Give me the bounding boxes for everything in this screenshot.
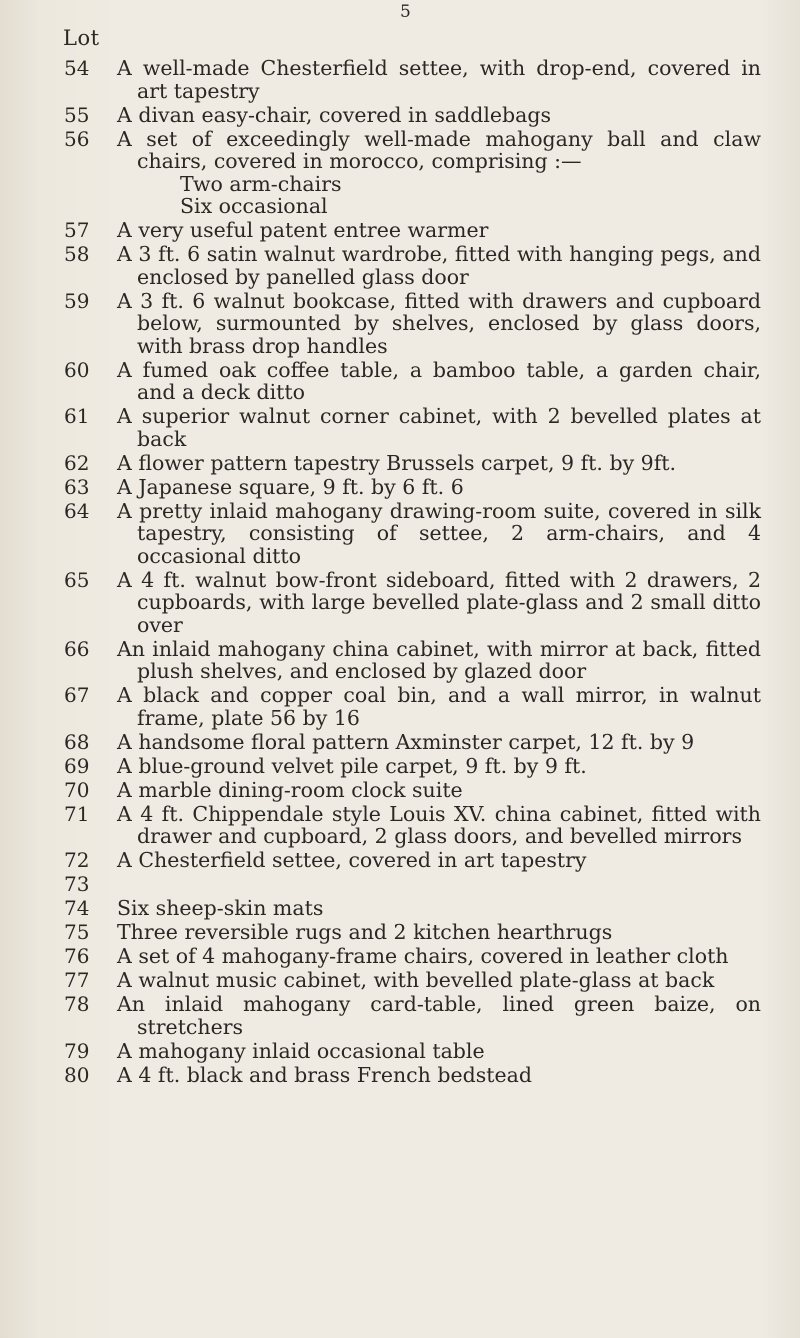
lot-number: 65 xyxy=(64,567,90,592)
lot-number: 68 xyxy=(64,729,90,754)
lot-entry xyxy=(0,569,800,637)
lot-entry xyxy=(0,638,800,683)
lot-subline: Two arm-chairs xyxy=(180,171,342,196)
page-number: 5 xyxy=(400,2,411,22)
lot-number: 76 xyxy=(64,944,90,968)
lot-entry xyxy=(0,755,800,778)
lot-entry xyxy=(0,290,800,358)
lot-description: A 4 ft. walnut bow-front sideboard, fitted with 2 drawers, 2 cupboards, with large bevelled plate-glass and 2 small ditto over xyxy=(117,567,761,637)
lot-entry xyxy=(0,452,800,475)
lot-entry xyxy=(0,1040,800,1063)
lot-description: A walnut music cabinet, with bevelled plate-glass at back xyxy=(117,968,715,992)
lot-description: A set of exceedingly well-made mahogany ball and claw chairs, covered in morocco, comprising :— xyxy=(117,126,761,173)
lot-entry xyxy=(0,1064,800,1087)
lot-number: 69 xyxy=(64,753,90,778)
lot-entry xyxy=(0,849,800,872)
lot-number: 72 xyxy=(64,848,90,872)
lot-entry xyxy=(0,359,800,404)
lot-number: 75 xyxy=(64,920,90,944)
lot-description: A well-made Chesterfield settee, with drop-end, covered in art tapestry xyxy=(117,56,761,103)
lot-number: 74 xyxy=(64,896,90,920)
lot-description: A marble dining-room clock suite xyxy=(117,777,463,802)
lot-description: An inlaid mahogany china cabinet, with mirror at back, fitted plush shelves, and enclosed by glazed door xyxy=(117,636,761,683)
lot-number: 59 xyxy=(64,288,90,313)
lot-entry xyxy=(0,104,800,127)
lot-entry xyxy=(0,500,800,568)
lot-description xyxy=(117,873,761,896)
lot-number: 61 xyxy=(64,404,90,428)
lot-description: A fumed oak coffee table, a bamboo table, a garden chair, and a deck ditto xyxy=(117,357,761,404)
lot-subline: Six occasional xyxy=(180,194,328,218)
lot-description: A set of 4 mahogany-frame chairs, covered in leather cloth xyxy=(117,944,729,968)
lot-entry xyxy=(0,57,800,102)
lot-description: A divan easy-chair, covered in saddlebags xyxy=(117,102,551,127)
lot-number: 67 xyxy=(64,683,90,707)
lot-number: 77 xyxy=(64,968,90,992)
lot-description: A superior walnut corner cabinet, with 2 bevelled plates at back xyxy=(117,404,761,451)
lot-entry xyxy=(0,779,800,802)
lot-description: A flower pattern tapestry Brussels carpet, 9 ft. by 9ft. xyxy=(117,450,677,475)
lot-number: 55 xyxy=(64,102,90,127)
lot-number: 78 xyxy=(64,992,90,1016)
lot-description: A blue-ground velvet pile carpet, 9 ft. by 9 ft. xyxy=(117,753,587,778)
lot-entry xyxy=(0,731,800,754)
lot-entry xyxy=(0,405,800,450)
lot-entry xyxy=(0,476,800,499)
lot-number: 79 xyxy=(64,1038,90,1063)
lot-entry xyxy=(0,803,800,848)
lot-number: 54 xyxy=(64,56,90,80)
lot-number: 62 xyxy=(64,450,90,475)
lot-description: A black and copper coal bin, and a wall mirror, in walnut frame, plate 56 by 16 xyxy=(117,683,761,730)
lot-entry xyxy=(0,243,800,288)
lot-entry xyxy=(0,993,800,1038)
lot-description: A Japanese square, 9 ft. by 6 ft. 6 xyxy=(117,474,464,499)
lot-description: A handsome floral pattern Axminster carpet, 12 ft. by 9 xyxy=(117,729,695,754)
lot-entry xyxy=(0,897,800,920)
lot-entry xyxy=(0,921,800,944)
lot-description: A 4 ft. Chippendale style Louis XV. china cabinet, fitted with drawer and cupboard, 2 glass doors, and bevelled mirrors xyxy=(117,801,761,848)
lot-list xyxy=(0,57,800,1088)
lot-column-header: Lot xyxy=(63,26,100,50)
lot-description: An inlaid mahogany card-table, lined green baize, on stretchers xyxy=(117,992,761,1039)
lot-number: 66 xyxy=(64,636,90,661)
lot-description: A Chesterfield settee, covered in art tapestry xyxy=(117,848,587,872)
lot-entry xyxy=(0,219,800,242)
lot-entry xyxy=(0,684,800,729)
lot-entry xyxy=(0,128,800,218)
lot-description: Six sheep-skin mats xyxy=(117,896,324,920)
lot-entry xyxy=(0,969,800,992)
lot-entry xyxy=(0,873,800,896)
lot-description: A mahogany inlaid occasional table xyxy=(117,1038,485,1063)
lot-description: A very useful patent entree warmer xyxy=(117,218,489,242)
lot-number: 80 xyxy=(64,1062,90,1087)
lot-description: A 4 ft. black and brass French bedstead xyxy=(117,1062,532,1087)
lot-number: 71 xyxy=(64,801,90,826)
lot-number: 63 xyxy=(64,474,90,499)
lot-description: A 3 ft. 6 walnut bookcase, fitted with drawers and cupboard below, surmounted by shelves, enclosed by glass doors, with brass drop handles xyxy=(117,288,761,358)
lot-number: 57 xyxy=(64,218,90,242)
lot-description: A pretty inlaid mahogany drawing-room suite, covered in silk tapestry, consisting of settee, 2 arm-chairs, and 4 occasional ditto xyxy=(117,498,761,568)
lot-number: 64 xyxy=(64,498,90,523)
lot-number: 56 xyxy=(64,126,90,151)
lot-description: Three reversible rugs and 2 kitchen hearthrugs xyxy=(117,920,613,944)
lot-entry xyxy=(0,945,800,968)
lot-number: 73 xyxy=(64,872,90,896)
lot-number: 60 xyxy=(64,357,90,382)
lot-number: 58 xyxy=(64,242,90,266)
lot-description: A 3 ft. 6 satin walnut wardrobe, fitted with hanging pegs, and enclosed by panelled glass door xyxy=(117,242,761,289)
lot-number: 70 xyxy=(64,777,90,802)
